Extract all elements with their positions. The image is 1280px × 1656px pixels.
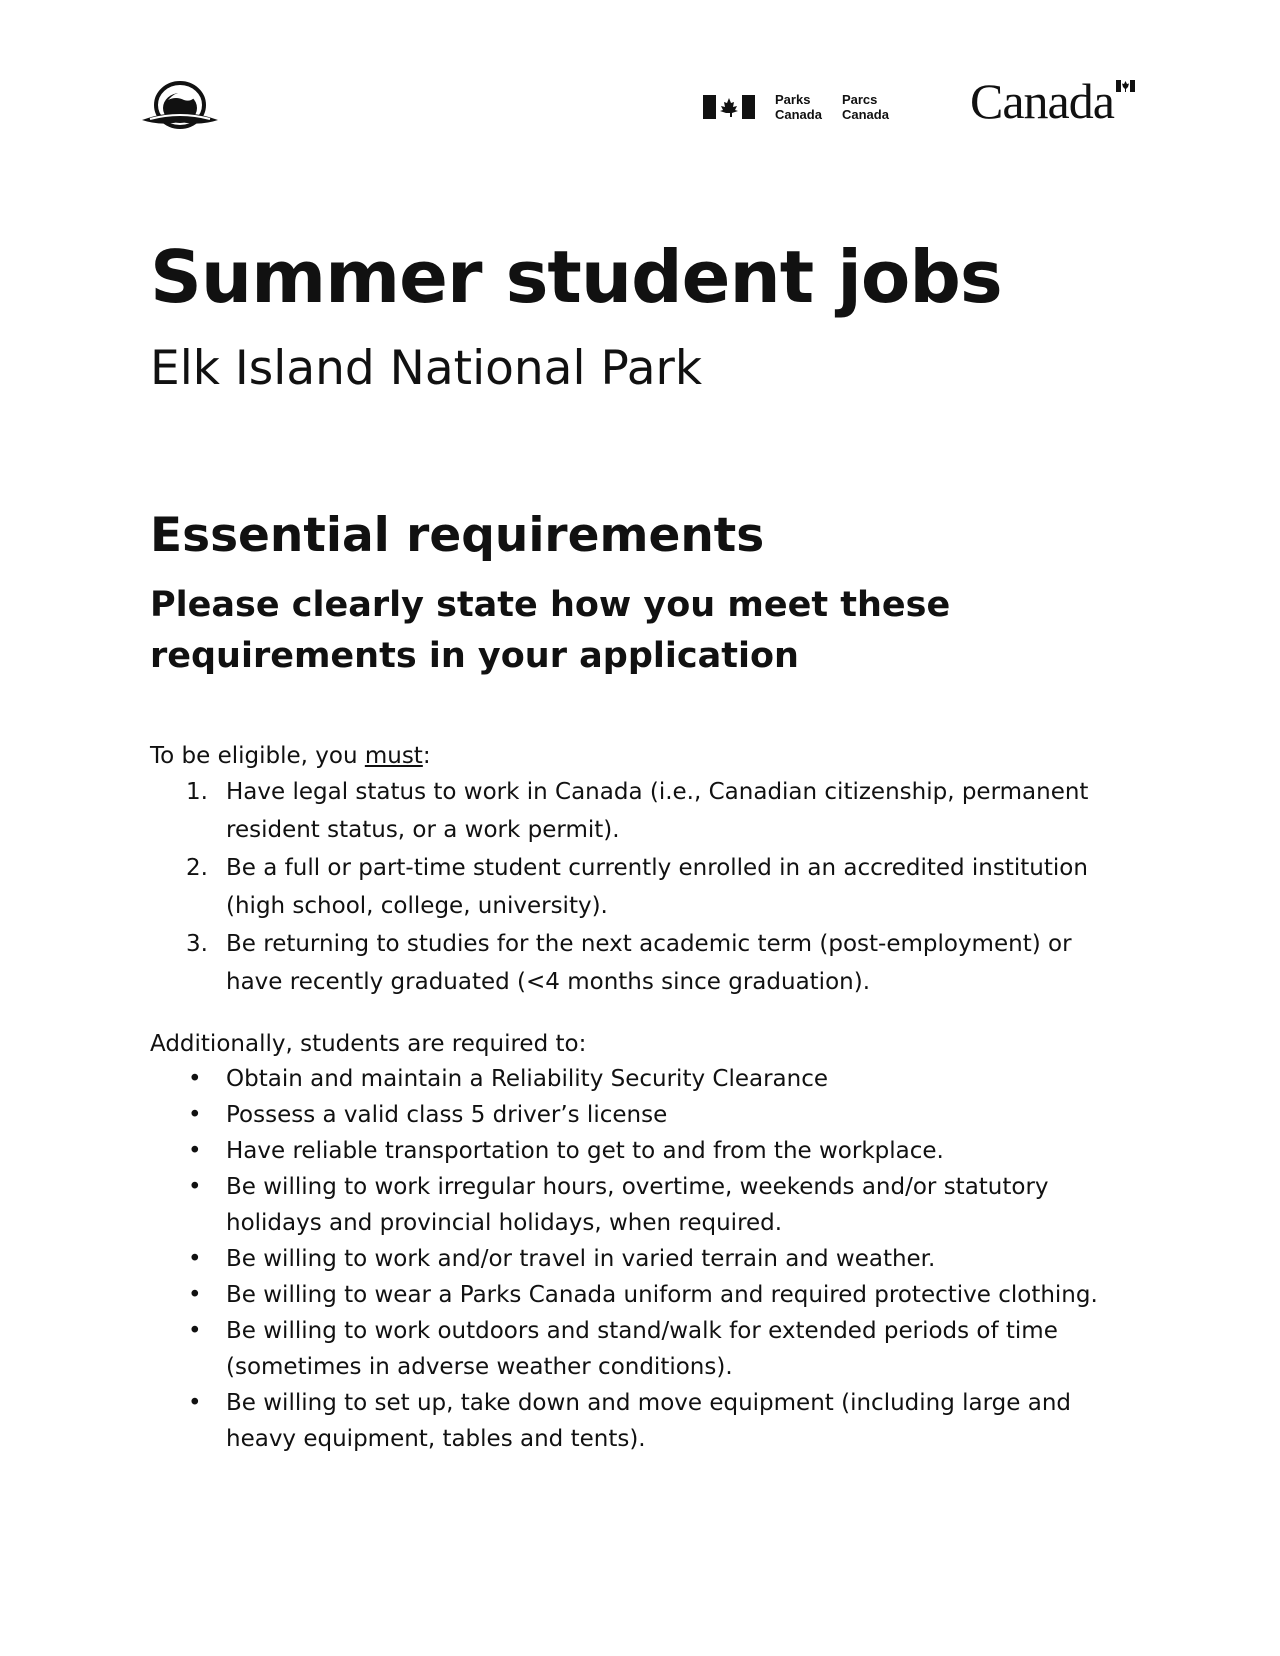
list-item — [150, 773, 1110, 849]
page-title: Summer student jobs — [150, 235, 1002, 319]
list-item-text: Be willing to wear a Parks Canada uniform and required protective clothing. — [226, 1282, 1098, 1308]
canada-flag-icon — [703, 95, 755, 119]
list-item-text: Be willing to work outdoors and stand/walk for extended periods of time (sometimes in adverse weather conditions). — [226, 1318, 1058, 1380]
list-item-text: Obtain and maintain a Reliability Security Clearance — [226, 1066, 828, 1092]
list-item-text: Be a full or part-time student currently enrolled in an accredited institution (high school, college, university). — [226, 855, 1088, 919]
list-item-text: Be willing to work irregular hours, overtime, weekends and/or statutory holidays and provincial holidays, when required. — [226, 1174, 1049, 1236]
list-item-text: Have legal status to work in Canada (i.e., Canadian citizenship, permanent resident status, or a work permit). — [226, 779, 1089, 843]
wordmark-text: Canada — [970, 73, 1114, 129]
list-item — [150, 1313, 1110, 1385]
list-item-text: Be returning to studies for the next academic term (post-employment) or have recently graduated (<4 months since graduation). — [226, 931, 1072, 995]
bullet-icon: • — [188, 1102, 202, 1128]
list-item-text: Be willing to set up, take down and move equipment (including large and heavy equipment, tables and tents). — [226, 1390, 1072, 1452]
list-item-text: Be willing to work and/or travel in varied terrain and weather. — [226, 1246, 936, 1272]
list-item-number: 3. — [186, 931, 208, 957]
list-item-number: 2. — [186, 855, 208, 881]
list-item — [150, 925, 1110, 1001]
signature-english — [775, 92, 822, 122]
eligibility-intro-suffix: : — [422, 743, 431, 769]
additional-requirements-list — [150, 1061, 1110, 1457]
bullet-icon: • — [188, 1318, 202, 1344]
bullet-icon: • — [188, 1138, 202, 1164]
signature-en-line-2: Canada — [775, 107, 822, 122]
signature-fr-line-1: Parcs — [841, 92, 878, 107]
signature-fr-line-2: Canada — [841, 107, 889, 122]
list-item-text: Have reliable transportation to get to and from the workplace. — [226, 1138, 944, 1164]
eligibility-intro-emphasis: must — [364, 743, 423, 769]
list-item-number: 1. — [186, 779, 208, 805]
bullet-icon: • — [188, 1066, 202, 1092]
bullet-icon: • — [188, 1390, 202, 1416]
beaver-emblem-icon — [140, 72, 220, 134]
list-item — [150, 1169, 1110, 1241]
list-item — [150, 1061, 1110, 1097]
bullet-icon: • — [188, 1282, 202, 1308]
list-item — [150, 1277, 1110, 1313]
list-item — [150, 849, 1110, 925]
list-item — [150, 1241, 1110, 1277]
bullet-icon: • — [188, 1174, 202, 1200]
eligibility-intro-prefix: To be eligible, you — [150, 743, 365, 769]
signature-en-line-1: Parks — [775, 92, 811, 107]
signature-french — [842, 92, 889, 122]
eligibility-list — [150, 773, 1110, 1001]
additional-intro: Additionally, students are required to: — [150, 1031, 587, 1057]
park-name: Elk Island National Park — [150, 341, 703, 396]
section-subheading: Please clearly state how you meet these requirements in your application — [150, 585, 951, 676]
bullet-icon: • — [188, 1246, 202, 1272]
parks-canada-signature — [703, 92, 889, 126]
list-item — [150, 1097, 1110, 1133]
wordmark-flag-icon — [1116, 80, 1135, 92]
section-heading: Essential requirements — [150, 508, 765, 563]
list-item — [150, 1385, 1110, 1457]
canada-wordmark — [970, 72, 1138, 132]
list-item-text: Possess a valid class 5 driver’s license — [226, 1102, 668, 1128]
list-item — [150, 1133, 1110, 1169]
eligibility-intro — [150, 737, 1130, 775]
